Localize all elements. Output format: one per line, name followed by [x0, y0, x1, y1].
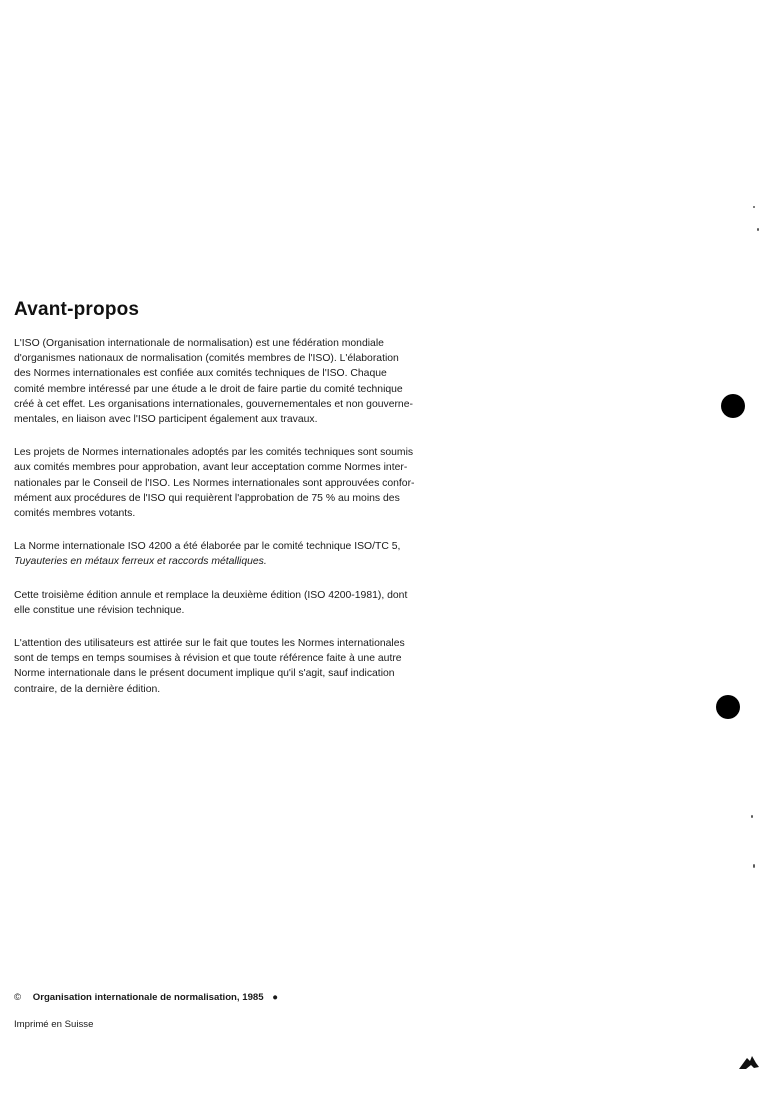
paragraph-iso-description: [14, 336, 455, 427]
text-line: contraire, de la dernière édition.: [14, 683, 161, 695]
committee-title: Tuyauteries en métaux ferreux et raccords métalliques.: [14, 556, 267, 568]
text-line: La Norme internationale ISO 4200 a été élaborée par le comité technique ISO/TC 5,: [14, 541, 401, 553]
scan-speck: [751, 815, 753, 818]
paragraph-revision-notice: [14, 636, 455, 697]
scan-speck: [753, 206, 755, 208]
paragraph-approval-process: [14, 445, 455, 521]
page-title: Avant-propos: [14, 299, 140, 320]
corner-mark-icon: [737, 1052, 761, 1072]
bullet-icon: ●: [272, 992, 279, 1003]
paragraph-standard-origin: [14, 539, 455, 569]
paragraph-edition-note: [14, 588, 455, 618]
text-line: d'organismes nationaux de normalisation (comités membres de l'ISO). L'élaboration: [14, 353, 399, 365]
text-line: comités membres votants.: [14, 508, 136, 520]
copyright-icon: ©: [14, 992, 22, 1003]
text-line: Cette troisième édition annule et remplace la deuxième édition (ISO 4200-1981), dont: [14, 589, 408, 601]
punch-hole-icon: [716, 695, 740, 719]
text-line: L'ISO (Organisation internationale de normalisation) est une fédération mondiale: [14, 338, 384, 349]
text-line: L'attention des utilisateurs est attirée sur le fait que toutes les Normes internationales: [14, 638, 405, 650]
printed-in-notice: Imprimé en Suisse: [14, 1019, 94, 1030]
foreword-body: [14, 336, 455, 715]
copyright-notice: [14, 992, 278, 1003]
text-line: créé à cet effet. Les organisations internationales, gouvernementales et non gouverne-: [14, 398, 413, 410]
text-line: aux comités membres pour approbation, avant leur acceptation comme Normes inter-: [14, 462, 408, 474]
scan-speck: [753, 864, 755, 868]
text-line: elle constitue une révision technique.: [14, 604, 185, 616]
text-line: mentales, en liaison avec l'ISO participent également aux travaux.: [14, 414, 318, 426]
punch-hole-icon: [721, 394, 745, 418]
copyright-text: Organisation internationale de normalisation, 1985: [32, 992, 264, 1003]
scan-speck: [757, 228, 759, 231]
text-line: des Normes internationales est confiée aux comités techniques de l'ISO. Chaque: [14, 368, 387, 380]
text-line: Les projets de Normes internationales adoptés par les comités techniques sont soumis: [14, 447, 414, 459]
text-line: mément aux procédures de l'ISO qui requièrent l'approbation de 75 % au moins des: [14, 492, 400, 504]
text-line: nationales par le Conseil de l'ISO. Les Normes internationales sont approuvées confor-: [14, 477, 415, 489]
text-line: sont de temps en temps soumises à révision et que toute référence faite à une autre: [14, 653, 402, 665]
text-line: Norme internationale dans le présent document implique qu'il s'agit, sauf indication: [14, 668, 395, 680]
text-line: comité membre intéressé par une étude a le droit de faire partie du comité technique: [14, 383, 403, 395]
